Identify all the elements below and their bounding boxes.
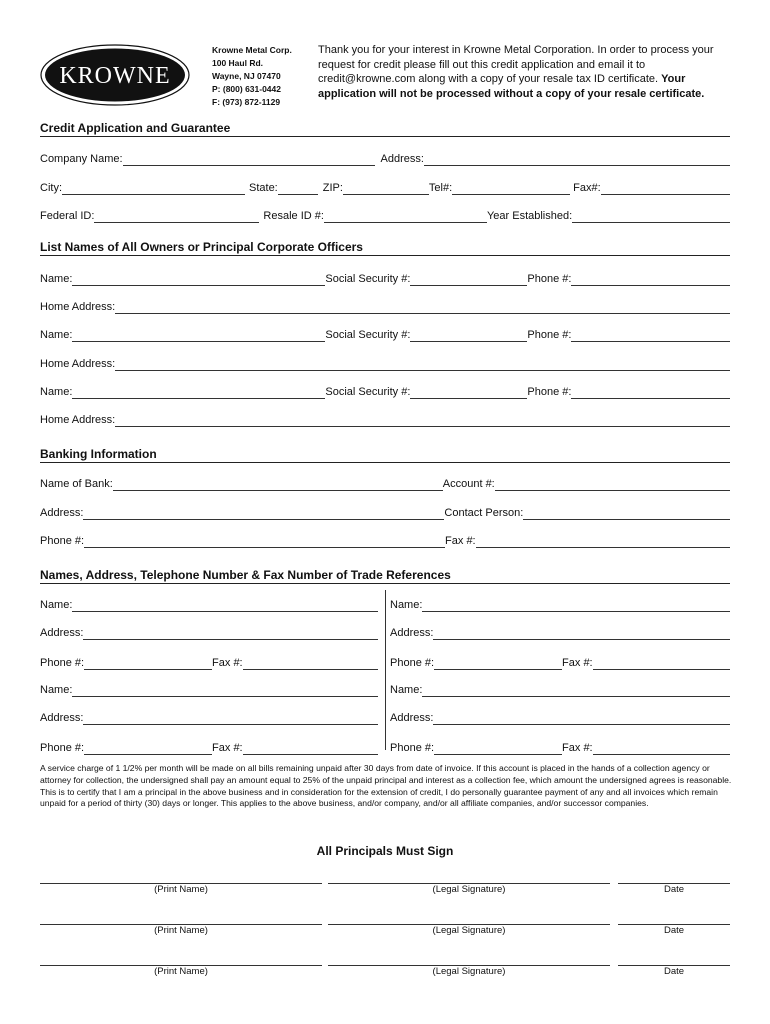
bank-phone-row xyxy=(40,532,730,548)
section-rule xyxy=(40,136,730,137)
print-name-caption: (Print Name) xyxy=(154,966,208,977)
logo-text: KROWNE xyxy=(59,63,171,89)
owner-name-field[interactable] xyxy=(72,273,325,286)
print-name-caption: (Print Name) xyxy=(154,925,208,936)
phone-label: Phone #: xyxy=(527,329,572,341)
contact-person-field[interactable] xyxy=(523,507,730,520)
date-caption: Date xyxy=(663,884,685,895)
bank-address-label: Address: xyxy=(40,507,84,519)
bank-phone-field[interactable] xyxy=(84,535,445,548)
trade-ref-phone-field[interactable] xyxy=(84,657,212,670)
section-rule xyxy=(40,462,730,463)
owner-home-row xyxy=(40,355,730,371)
name-label: Name: xyxy=(40,329,73,341)
trade-ref-name-row xyxy=(390,596,730,612)
trade-ref-address-field[interactable] xyxy=(433,712,730,725)
federal-id-field[interactable] xyxy=(94,210,259,223)
legal-signature-caption: (Legal Signature) xyxy=(432,966,506,977)
owner-home-address-field[interactable] xyxy=(115,414,730,427)
trade-ref-fax-field[interactable] xyxy=(593,742,730,755)
home-address-label: Home Address: xyxy=(40,358,116,370)
trade-ref-phone-field[interactable] xyxy=(84,742,212,755)
krowne-logo xyxy=(40,44,190,106)
legal-signature-caption: (Legal Signature) xyxy=(432,884,506,895)
home-address-label: Home Address: xyxy=(40,414,116,426)
owner-ssn-field[interactable] xyxy=(410,386,527,399)
home-address-label: Home Address: xyxy=(40,301,116,313)
trade-ref-phone-row xyxy=(40,654,378,670)
bank-address-row xyxy=(40,504,730,520)
company-name-label: Company Name: xyxy=(40,153,123,165)
bank-fax-label: Fax #: xyxy=(445,535,476,547)
owner-name-field[interactable] xyxy=(72,329,325,342)
section-banking-heading: Banking Information xyxy=(40,447,157,461)
corp-line: 100 Haul Rd. xyxy=(212,58,264,68)
section-rule xyxy=(40,255,730,256)
name-label: Name: xyxy=(40,599,73,611)
trade-ref-name-field[interactable] xyxy=(422,684,730,697)
trade-ref-address-row xyxy=(40,709,378,725)
address-label: Address: xyxy=(380,153,424,165)
print-name-caption: (Print Name) xyxy=(154,884,208,895)
resale-id-field[interactable] xyxy=(324,210,487,223)
fax-label: Fax #: xyxy=(562,742,593,754)
ssn-label: Social Security #: xyxy=(325,329,411,341)
section-credit-heading: Credit Application and Guarantee xyxy=(40,121,231,135)
trade-ref-fax-field[interactable] xyxy=(243,742,378,755)
year-established-label: Year Established: xyxy=(486,210,573,222)
trade-ref-fax-field[interactable] xyxy=(243,657,378,670)
owner-home-address-field[interactable] xyxy=(115,358,730,371)
trade-ref-phone-field[interactable] xyxy=(434,657,562,670)
owner-row xyxy=(40,326,730,342)
trade-ref-phone-field[interactable] xyxy=(434,742,562,755)
company-address-field[interactable] xyxy=(424,153,730,166)
phone-label: Phone #: xyxy=(40,657,85,669)
trade-ref-address-row xyxy=(390,709,730,725)
fax-label: Fax #: xyxy=(562,657,593,669)
trade-ref-address-row xyxy=(390,624,730,640)
name-label: Name: xyxy=(390,599,423,611)
intro-text: Thank you for your interest in Krowne Metal Corporation. In order to process your request for credit please fill out this credit application and email it to credit@krowne.com along with a copy of your resale tax ID certificate. xyxy=(318,44,714,85)
owner-home-row xyxy=(40,298,730,314)
city-row xyxy=(40,179,730,195)
trade-ref-phone-row xyxy=(390,739,730,755)
trade-ref-name-field[interactable] xyxy=(422,599,730,612)
phone-label: Phone #: xyxy=(527,386,572,398)
zip-label: ZIP: xyxy=(322,182,343,194)
terms-paragraph: A service charge of 1 1/2% per month will be made on all bills remaining unpaid after 30 days from date of invoice. If this account is placed in the hands of a collection agency or attorney for collection, the undersigned shall pay an amount equal to 25% of the unpaid principal and interest as a collection fee, which amount the undersigned agrees is reasonable. This is to certify that I am a principal in the above business and in consideration for the extension of credit, I do personally guarantee payment of any and all invoices which remain unpaid for a period of thirty (30) days or longer. This applies to the above business, and/or company, and/or all affiliate companies, and/or successor companies. xyxy=(40,763,732,809)
name-label: Name: xyxy=(40,684,73,696)
trade-ref-name-row xyxy=(390,681,730,697)
phone-label: Phone #: xyxy=(390,742,435,754)
signature-heading: All Principals Must Sign xyxy=(316,844,454,858)
owner-home-row xyxy=(40,411,730,427)
owner-name-field[interactable] xyxy=(72,386,325,399)
federal-id-label: Federal ID: xyxy=(40,210,95,222)
fax-label: Fax #: xyxy=(212,657,243,669)
trade-ref-name-field[interactable] xyxy=(72,599,378,612)
phone-label: Phone #: xyxy=(390,657,435,669)
owner-phone-field[interactable] xyxy=(571,386,730,399)
fax-label: Fax #: xyxy=(212,742,243,754)
trade-ref-name-row xyxy=(40,681,378,697)
state-field[interactable] xyxy=(278,182,318,195)
company-contact-block xyxy=(212,44,292,109)
section-trade-heading: Names, Address, Telephone Number & Fax Number of Trade References xyxy=(40,568,451,582)
ssn-label: Social Security #: xyxy=(325,273,411,285)
owner-row xyxy=(40,270,730,286)
owner-home-address-field[interactable] xyxy=(115,301,730,314)
date-caption: Date xyxy=(663,925,685,936)
trade-ref-name-row xyxy=(40,596,378,612)
trade-ref-address-field[interactable] xyxy=(83,712,378,725)
phone-label: Phone #: xyxy=(527,273,572,285)
address-label: Address: xyxy=(40,712,84,724)
bank-phone-label: Phone #: xyxy=(40,535,85,547)
fax-field[interactable] xyxy=(601,182,730,195)
bank-name-label: Name of Bank: xyxy=(40,478,113,490)
account-label: Account #: xyxy=(442,478,495,490)
trade-ref-phone-row xyxy=(390,654,730,670)
name-label: Name: xyxy=(40,386,73,398)
trade-ref-phone-row xyxy=(40,739,378,755)
section-rule xyxy=(40,583,730,584)
name-label: Name: xyxy=(40,273,73,285)
bank-address-field[interactable] xyxy=(83,507,444,520)
column-divider xyxy=(385,590,386,750)
fax-hash-label: Fax#: xyxy=(573,182,601,194)
bank-row xyxy=(40,475,730,491)
year-established-field[interactable] xyxy=(572,210,730,223)
address-label: Address: xyxy=(390,712,434,724)
phone-label: Phone #: xyxy=(40,742,85,754)
intro-paragraph xyxy=(318,43,733,101)
owner-phone-field[interactable] xyxy=(571,273,730,286)
trade-ref-name-field[interactable] xyxy=(72,684,378,697)
contact-person-label: Contact Person: xyxy=(444,507,524,519)
trade-ref-address-field[interactable] xyxy=(433,627,730,640)
company-name-field[interactable] xyxy=(123,153,375,166)
owner-ssn-field[interactable] xyxy=(410,329,527,342)
address-label: Address: xyxy=(390,627,434,639)
bank-name-field[interactable] xyxy=(113,478,443,491)
zip-field[interactable] xyxy=(343,182,429,195)
intro-bold-text: Your application will not be processed without a copy of your resale certificate. xyxy=(318,73,705,100)
corp-line: Wayne, NJ 07470 xyxy=(212,71,281,81)
owner-phone-field[interactable] xyxy=(571,329,730,342)
section-owners-heading: List Names of All Owners or Principal Corporate Officers xyxy=(40,240,363,254)
address-label: Address: xyxy=(40,627,84,639)
name-label: Name: xyxy=(390,684,423,696)
tel-field[interactable] xyxy=(452,182,570,195)
owner-row xyxy=(40,383,730,399)
trade-ref-address-row xyxy=(40,624,378,640)
ssn-label: Social Security #: xyxy=(325,386,411,398)
city-field[interactable] xyxy=(62,182,245,195)
company-row xyxy=(40,150,730,166)
corp-line: F: (973) 872-1129 xyxy=(212,97,281,107)
trade-ref-address-field[interactable] xyxy=(83,627,378,640)
federal-row xyxy=(40,207,730,223)
account-field[interactable] xyxy=(495,478,730,491)
date-caption: Date xyxy=(663,966,685,977)
tel-label: Tel#: xyxy=(428,182,453,194)
corp-line: P: (800) 631-0442 xyxy=(212,84,281,94)
resale-id-label: Resale ID #: xyxy=(263,210,324,222)
corp-line: Krowne Metal Corp. xyxy=(212,45,292,55)
owner-ssn-field[interactable] xyxy=(410,273,527,286)
state-label: State: xyxy=(249,182,278,194)
legal-signature-caption: (Legal Signature) xyxy=(432,925,506,936)
bank-fax-field[interactable] xyxy=(476,535,730,548)
city-label: City: xyxy=(40,182,62,194)
trade-ref-fax-field[interactable] xyxy=(593,657,730,670)
